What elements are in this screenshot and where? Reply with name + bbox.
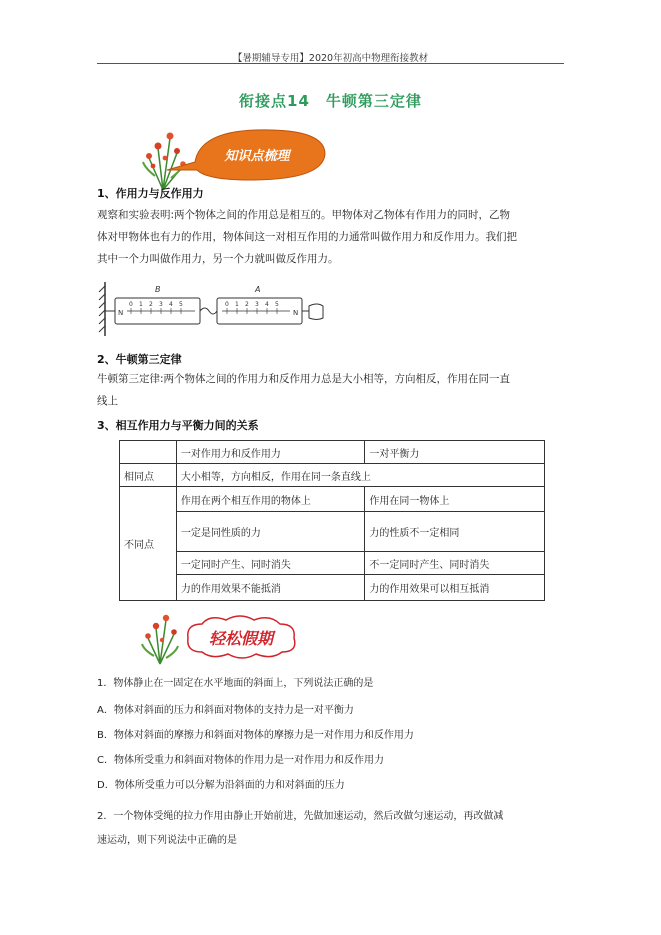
table-cell: 一定同时产生、同时消失 <box>176 552 365 575</box>
question-line: 速运动，则下列说法中正确的是 <box>97 835 237 846</box>
tick-label: 5 <box>179 301 183 308</box>
table-row-label: 不同点 <box>120 487 177 601</box>
badge-text: 轻松假期 <box>208 629 274 648</box>
hand-icon <box>302 304 323 320</box>
table-cell: 力的性质不一定相同 <box>365 512 545 552</box>
knowledge-badge <box>125 118 335 193</box>
spring-scale-figure <box>97 278 327 340</box>
table-cell: 不一定同时产生、同时消失 <box>365 552 545 575</box>
question-2 <box>97 805 503 853</box>
tick-label: 2 <box>245 301 249 308</box>
table-row <box>120 575 545 601</box>
comparison-table <box>119 440 545 601</box>
tick-label: 3 <box>159 301 163 308</box>
section-heading: 3、相互作用力与平衡力间的关系 <box>97 419 259 432</box>
section-paragraph <box>97 204 577 270</box>
table-cell: 一定是同性质的力 <box>176 512 365 552</box>
tick-label: 0 <box>129 301 133 308</box>
table-cell: 力的作用效果不能抵消 <box>176 575 365 601</box>
section-heading: 1、作用力与反作用力 <box>97 187 204 200</box>
header-rule <box>97 63 564 64</box>
page-header: 【暑期辅导专用】2020年初高中物理衔接教材 <box>232 53 429 64</box>
paragraph-line: 其中一个力叫做作用力，另一个力就叫做反作用力。 <box>97 253 339 265</box>
flower-icon <box>143 133 186 191</box>
table-row <box>120 487 545 512</box>
tick-label: 0 <box>225 301 229 308</box>
table-header-cell: 一对作用力和反作用力 <box>176 441 365 464</box>
table-cell: 力的作用效果可以相互抵消 <box>365 575 545 601</box>
tick-label: 4 <box>265 301 269 308</box>
table-row <box>120 552 545 575</box>
table-cell: 作用在两个相互作用的物体上 <box>176 487 365 512</box>
table-cell: 大小相等，方向相反，作用在同一条直线上 <box>176 464 544 487</box>
badge-text: 知识点梳理 <box>224 149 290 164</box>
table-row <box>120 512 545 552</box>
table-cell: 作用在同一物体上 <box>365 487 545 512</box>
end-label: N <box>118 309 124 317</box>
question-line: 2．一个物体受绳的拉力作用由静止开始前进，先做加速运动，然后改做匀速运动，再改做减 <box>97 811 504 822</box>
paragraph-line: 体对甲物体也有力的作用，物体间这一对相互作用的力通常叫做作用力和反作用力。我们把 <box>97 231 517 243</box>
tick-label: 1 <box>235 301 239 308</box>
table-row-label: 相同点 <box>120 464 177 487</box>
scale-b-label: B <box>155 285 161 294</box>
paragraph-line: 观察和实验表明:两个物体之间的作用总是相互的。甲物体对乙物体有作用力的同时，乙物 <box>97 209 511 221</box>
flower-icon <box>142 615 178 664</box>
scale-a-label: A <box>255 285 261 294</box>
tick-label: 5 <box>275 301 279 308</box>
tick-label: 2 <box>149 301 153 308</box>
table-row <box>120 441 545 464</box>
easy-holiday-badge <box>130 608 300 666</box>
option-a: A．物体对斜面的压力和斜面对物体的支持力是一对平衡力 <box>97 705 354 716</box>
question-1: 1．物体静止在一固定在水平地面的斜面上，下列说法正确的是 <box>97 678 374 689</box>
table-cell <box>120 441 177 464</box>
page-title: 衔接点14 牛顿第三定律 <box>239 92 422 110</box>
tick-label: 4 <box>169 301 173 308</box>
table-header-cell: 一对平衡力 <box>365 441 545 464</box>
paragraph-line: 线上 <box>97 395 118 407</box>
tick-label: 1 <box>139 301 143 308</box>
table-row <box>120 464 545 487</box>
section-paragraph <box>97 368 577 412</box>
end-label: N <box>293 309 299 317</box>
paragraph-line: 牛顿第三定律:两个物体之间的作用力和反作用力总是大小相等，方向相反，作用在同一直 <box>97 373 511 385</box>
option-b: B．物体对斜面的摩擦力和斜面对物体的摩擦力是一对作用力和反作用力 <box>97 730 414 741</box>
option-c: C．物体所受重力和斜面对物体的作用力是一对作用力和反作用力 <box>97 755 384 766</box>
tick-label: 3 <box>255 301 259 308</box>
option-d: D．物体所受重力可以分解为沿斜面的力和对斜面的压力 <box>97 780 345 791</box>
section-heading: 2、牛顿第三定律 <box>97 353 182 366</box>
